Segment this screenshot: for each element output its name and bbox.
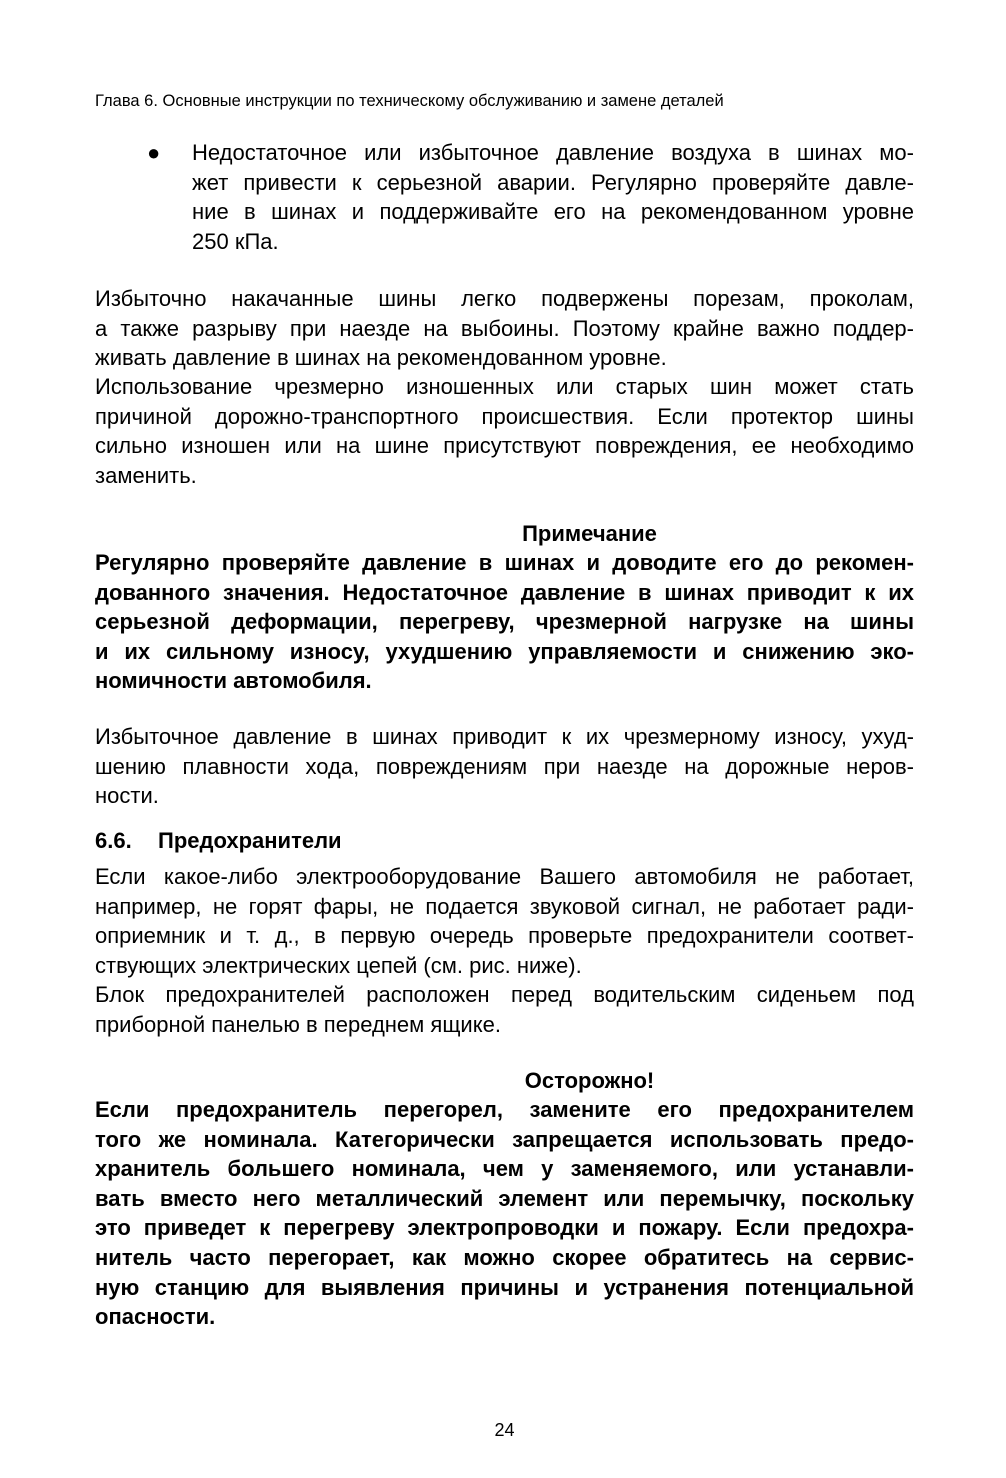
text-line: и их сильному износу, ухудшению управляемости и снижению эко- <box>95 638 914 664</box>
warning-body <box>95 1095 914 1332</box>
text-line: Избыточное давление в шинах приводит к их чрезмерному износу, ухуд- <box>95 724 914 749</box>
text-line: оприемник и т. д., в первую очередь проверьте предохранители соответ- <box>95 923 914 949</box>
paragraph-fuses-check <box>95 862 914 980</box>
paragraph-overinflated-tires <box>95 284 914 373</box>
text-line: опасности. <box>95 1304 216 1330</box>
text-line: дованного значения. Недостаточное давление в шинах приводит к их <box>95 579 914 605</box>
text-line: номичности автомобиля. <box>95 668 372 694</box>
bullet-icon: ● <box>147 140 161 165</box>
text-line: Если предохранитель перегорел, замените его предохранителем <box>95 1097 914 1122</box>
text-line: заменить. <box>95 462 197 488</box>
text-line: живать давление в шинах на рекомендованном уровне. <box>95 345 667 371</box>
text-line: Регулярно проверяйте давление в шинах и доводите его до рекомен- <box>95 550 914 575</box>
text-line: Блок предохранителей расположен перед водительским сиденьем под <box>95 982 914 1007</box>
text-line: хранитель большего номинала, чем у заменяемого, или устанавли- <box>95 1156 914 1182</box>
paragraph-fuse-box-location <box>95 980 914 1039</box>
section-title: Предохранители <box>158 828 342 853</box>
text-line: а также разрыву при наезде на выбоины. Поэтому крайне важно поддер- <box>95 315 914 341</box>
paragraph-worn-tires <box>95 372 914 490</box>
text-line: ности. <box>95 783 159 809</box>
running-header: Глава 6. Основные инструкции по техническому обслуживанию и замене деталей <box>95 92 724 110</box>
text-line: шению плавности хода, повреждениям при наезде на дорожные неров- <box>95 753 914 779</box>
note-body <box>95 548 914 696</box>
section-heading <box>95 826 914 856</box>
text-line: ную станцию для выявления причины и устранения потенциальной <box>95 1274 914 1300</box>
text-line: вать вместо него металлический элемент или перемычку, поскольку <box>95 1185 914 1211</box>
text-line: Избыточно накачанные шины легко подвержены порезам, проколам, <box>95 286 914 311</box>
text-line: нитель часто перегорает, как можно скорее обратитесь на сервис- <box>95 1244 914 1270</box>
note-title: Примечание <box>522 521 657 546</box>
text-line: например, не горят фары, не подается звуковой сигнал, не работает ради- <box>95 893 914 919</box>
text-line: того же номинала. Категорически запрещается использовать предо- <box>95 1126 914 1152</box>
text-line: жет привести к серьезной аварии. Регулярно проверяйте давле- <box>192 169 914 195</box>
text-line: ние в шинах и поддерживайте его на рекомендованном уровне <box>192 199 914 225</box>
page-number: 24 <box>494 1420 515 1440</box>
text-line: Использование чрезмерно изношенных или старых шин может стать <box>95 374 914 399</box>
bullet-item <box>95 138 914 256</box>
section-number: 6.6. <box>95 828 132 853</box>
text-line: ствующих электрических цепей (см. рис. ниже). <box>95 952 582 978</box>
text-line: 250 кПа. <box>192 228 279 254</box>
text-line: это приведет к перегреву электропроводки и пожару. Если предохра- <box>95 1215 914 1241</box>
paragraph-excess-pressure <box>95 722 914 811</box>
text-line: Недостаточное или избыточное давление воздуха в шинах мо- <box>192 140 914 165</box>
text-line: причиной дорожно-транспортного происшествия. Если протектор шины <box>95 403 914 429</box>
warning-title: Осторожно! <box>524 1068 655 1093</box>
text-line: приборной панелью в переднем ящике. <box>95 1011 501 1037</box>
text-line: серьезной деформации, перегреву, чрезмерной нагрузке на шины <box>95 609 914 635</box>
bullet-text <box>192 138 914 256</box>
text-line: Если какое-либо электрооборудование Вашего автомобиля не работает, <box>95 864 914 889</box>
text-line: сильно изношен или на шине присутствуют повреждения, ее необходимо <box>95 433 914 459</box>
